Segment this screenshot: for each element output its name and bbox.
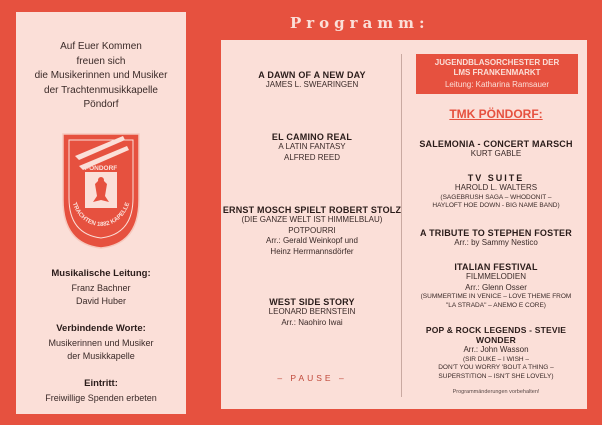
welcome-text (16, 40, 186, 113)
program-item (221, 297, 403, 328)
piece-line: POTPOURRI (288, 225, 336, 235)
piece-line: JAMES L. SWEARINGEN (265, 80, 359, 89)
worte-line: Musikerinnen und Musiker (48, 338, 154, 348)
program-item (221, 205, 403, 257)
piece-line: ALFRED REED (283, 152, 340, 162)
jugend-line: JUGENDBLASORCHESTER DER (434, 58, 560, 67)
eintritt-title: Eintritt: (84, 378, 118, 389)
piece-line: Arr.: by Sammy Nestico (454, 238, 538, 247)
programm-heading: Programm: (290, 14, 430, 32)
jugend-line: LMS FRANKENMARKT (453, 68, 541, 77)
piece-title: SALEMONIA - CONCERT MARSCH (419, 139, 573, 149)
piece-title: POP & ROCK LEGENDS - STEVIE WONDER (425, 325, 567, 345)
program-item (405, 228, 587, 249)
jugend-box (416, 54, 578, 94)
piece-title: TV SUITE (467, 173, 525, 183)
piece-line: Arr.: Naohiro Iwai (281, 317, 343, 327)
piece-line: A LATIN FANTASY (278, 142, 346, 151)
piece-line: Arr.: Gerald Weinkopf und (266, 236, 358, 245)
jugend-leitung: Leitung: Katharina Ramsauer (444, 80, 550, 89)
piece-line: Arr.: Glenn Osser (465, 282, 527, 292)
welcome-line: der Trachtenmusikkapelle (44, 84, 158, 96)
pause-label: – PAUSE – (277, 373, 347, 383)
piece-detail: DON'T YOU WORRY 'BOUT A THING – (438, 364, 554, 371)
piece-line: Arr.: John Wasson (463, 345, 529, 354)
piece-title: ERNST MOSCH SPIELT ROBERT STOLZ (222, 205, 402, 215)
worte-line: der Musikkapelle (67, 350, 135, 361)
leitung-name: David Huber (75, 295, 127, 306)
program-item (405, 139, 587, 160)
program-item (221, 132, 403, 163)
welcome-line: freuen sich (76, 55, 126, 67)
program-item (221, 70, 403, 91)
changes-note: Programmänderungen vorbehalten! (452, 389, 540, 395)
welcome-line: Auf Euer Kommen (60, 41, 142, 52)
piece-title: WEST SIDE STORY (269, 297, 355, 307)
piece-line: (DIE GANZE WELT IST HIMMELBLAU) (241, 215, 383, 224)
welcome-line: die Musikerinnen und Musiker (34, 70, 168, 81)
eintritt-text: Freiwillige Spenden erbeten (45, 393, 157, 403)
program-item (405, 325, 587, 381)
piece-detail: (SIR DUKE – I WISH – (462, 355, 530, 363)
piece-title: EL CAMINO REAL (271, 132, 353, 142)
piece-line: HAROLD L. WALTERS (454, 183, 538, 192)
piece-line: KURT GABLE (470, 149, 522, 158)
piece-title: ITALIAN FESTIVAL (454, 262, 538, 272)
emblem-top-text: PÖNDORF (84, 165, 118, 172)
welcome-line: Pöndorf (83, 99, 119, 110)
piece-detail: SUPERSTITION – ISN'T SHE LOVELY) (438, 372, 554, 380)
piece-line: Heinz Herrmannsdörfer (270, 246, 354, 256)
piece-line: LEONARD BERNSTEIN (268, 307, 356, 316)
worte-section (16, 323, 186, 362)
leitung-name: Franz Bachner (71, 283, 131, 293)
piece-line: FILMMELODIEN (465, 272, 526, 281)
eintritt-section (16, 378, 186, 405)
leitung-title: Musikalische Leitung: (51, 268, 151, 279)
tmk-emblem-icon (59, 130, 143, 250)
program-item (405, 173, 587, 211)
piece-title: A DAWN OF A NEW DAY (258, 70, 366, 80)
worte-title: Verbindende Worte: (56, 323, 146, 334)
emblem-bottom-text: TRACHTEN 1882 KAPELLE (70, 201, 132, 229)
program-item (405, 262, 587, 310)
tmk-heading: TMK PÖNDORF: (449, 107, 543, 121)
piece-title: A TRIBUTE TO STEPHEN FOSTER (420, 228, 572, 238)
program-panel (221, 40, 587, 409)
piece-detail: (SUMMERTIME IN VENICE – LOVE THEME FROM (420, 293, 572, 300)
piece-detail: "LA STRADA" – ANEMO E CORE) (446, 301, 546, 309)
left-panel (16, 12, 186, 414)
leitung-section (16, 268, 186, 307)
piece-detail: HAYLOFT HOE DOWN - BIG NAME BAND) (432, 202, 560, 209)
piece-detail: (SAGEBRUSH SAGA – WHODONIT – (440, 193, 552, 201)
